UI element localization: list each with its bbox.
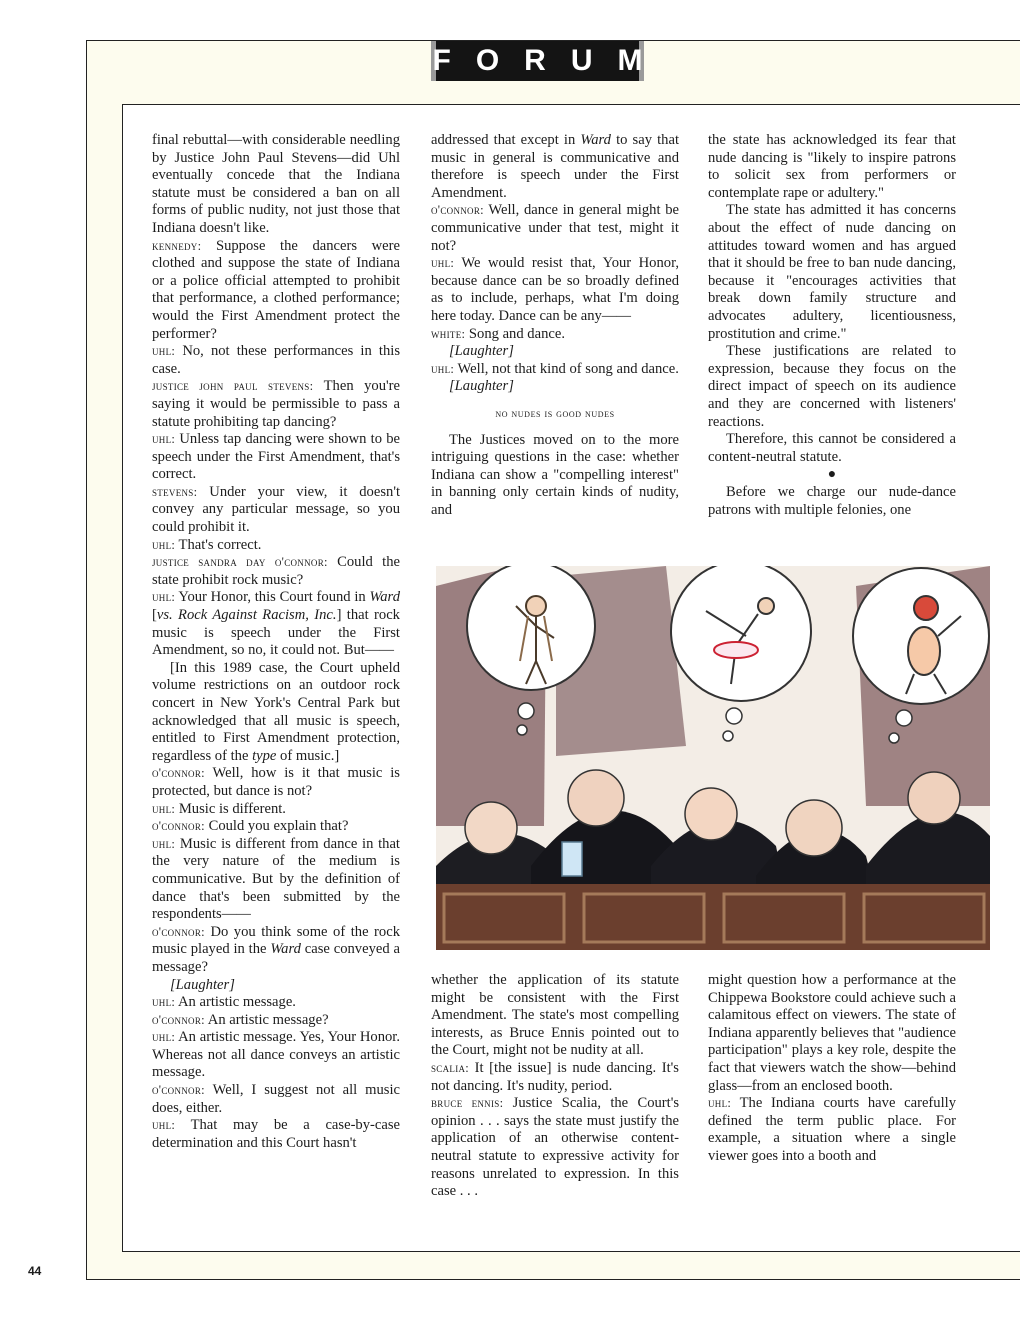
case-name: Ward [580, 132, 611, 148]
dialogue-text: The Indiana courts have carefully defined the term public place. For example, a situation where a single viewer goes into a booth and [708, 1095, 956, 1164]
speaker-label: scalia: [431, 1060, 470, 1075]
dialogue-text: Well, how is it that music is protected, but dance is not? [152, 765, 400, 799]
paragraph: The state has admitted it has concerns about the effect of nude dancing on attitudes toward women and has argued that it should be free to ban nude dancing, because it "encourages activities that break down family structure and advocates adultery, licentiousness, prostitution and crime." [708, 202, 956, 342]
speaker-label: o'connor: [152, 819, 205, 834]
speaker-label: o'connor: [152, 766, 205, 781]
paragraph: might question how a performance at the Chippewa Bookstore could achieve such a calamitous effect on viewers. The state of Indiana apparently believes that "audience participation" plays a key role, despite the fact that viewers watch the show—behind glass—from an enclosed booth. [708, 972, 956, 1094]
forum-masthead [431, 41, 668, 81]
dialogue-text: Do you think some of the rock music played in the [152, 923, 400, 958]
dialogue-line [431, 361, 679, 379]
speaker-label: uhl: [431, 256, 455, 271]
dialogue-text: An artistic message. Yes, Your Honor. Whereas not all dance conveys an artistic message. [152, 1029, 400, 1081]
speaker-label: white: [431, 326, 466, 341]
dialogue-text: addressed that except in [431, 132, 581, 148]
dialogue-text: Under your view, it doesn't convey any particular message, so you could prohibit it. [152, 483, 400, 536]
laughter-text: [Laughter] [170, 976, 235, 993]
speaker-label: o'connor: [431, 203, 484, 218]
dialogue-text: That's correct. [175, 536, 262, 553]
speaker-label: uhl: [708, 1096, 732, 1111]
dialogue-line [152, 1082, 400, 1117]
paragraph: whether the application of its statute might be consistent with the First Amendment. The state's most compelling interests, as Bruce Ennis pointed out to the Court, might not be nudity at all. [431, 972, 679, 1059]
speaker-label: uhl: [152, 836, 176, 851]
dialogue-text: Well, not that kind of song and dance. [454, 360, 679, 377]
paragraph: the state has acknowledged its fear that nude dancing is "likely to inspire patrons to solicit sex from performers or contemplate rape or adultery." [708, 132, 956, 201]
speaker-label: uhl: [152, 995, 176, 1010]
article-column-1 [152, 132, 400, 1152]
dialogue-line [152, 924, 400, 977]
note-text: [In this 1989 case, the Court upheld volume restrictions on an outdoor rock concert in New York's Central Park but acknowledged that all music is speech, entitled to First Amendment protection, regardless of the [152, 659, 400, 764]
dialogue-text: Could the state prohibit rock music? [152, 554, 401, 588]
speaker-label: justice john paul stevens: [152, 379, 314, 394]
speaker-label: o'connor: [152, 1083, 205, 1098]
dialogue-line [431, 202, 679, 255]
dialogue-line [152, 589, 400, 659]
laughter-note [431, 343, 679, 361]
speaker-label: o'connor: [152, 1012, 205, 1027]
dialogue-line [152, 994, 400, 1012]
section-bullet: ● [827, 467, 837, 483]
speaker-label: uhl: [152, 1118, 176, 1133]
dialogue-text: Music is different. [175, 800, 286, 817]
section-subhead: no nudes is good nudes [495, 407, 615, 420]
dialogue-line [152, 1117, 400, 1152]
note-text: of music.] [276, 747, 340, 764]
speaker-label: uhl: [152, 590, 176, 605]
dialogue-line [431, 132, 679, 202]
dialogue-text: Unless tap dancing were shown to be speech under the First Amendment, that's correct. [152, 431, 400, 483]
article-column-3-top [708, 132, 956, 519]
dialogue-text: Well, I suggest not all music does, either. [152, 1082, 400, 1116]
dialogue-line [431, 326, 679, 344]
speaker-label: uhl: [152, 432, 176, 447]
emphasis: type [252, 747, 277, 764]
paragraph: Therefore, this cannot be considered a content-neutral statute. [708, 431, 956, 465]
dialogue-text: It [the issue] is nude dancing. It's not dancing. It's nudity, period. [431, 1059, 679, 1094]
dialogue-line [152, 765, 400, 800]
dialogue-text: An artistic message. [175, 994, 296, 1011]
dialogue-line [152, 238, 400, 344]
dialogue-line [152, 378, 400, 431]
dialogue-text: Then you're saying it would be permissible to pass a statute prohibiting tap dancing? [152, 378, 400, 430]
dialogue-text: Could you explain that? [204, 818, 349, 835]
thought-bubble-trail [889, 733, 899, 743]
thought-bubble-trail [723, 731, 733, 741]
speaker-label: uhl: [431, 361, 455, 376]
article-column-2-top [431, 132, 679, 519]
laughter-note [152, 977, 400, 995]
dialogue-text: An artistic message? [204, 1011, 329, 1028]
article-column-2-bottom [431, 972, 679, 1201]
dialogue-text: Well, dance in general might be communicative under that test, might it not? [431, 202, 679, 254]
dialogue-text: Music is different from dance in that the very nature of the medium is communicative. But by the definition of dance that's been submitted by the respondents—— [152, 835, 400, 923]
dialogue-line [152, 1012, 400, 1030]
dialogue-text: to say that music in general is communicative and therefore is speech under the First Amendment. [431, 132, 680, 201]
speaker-label: bruce ennis: [431, 1096, 504, 1111]
speaker-label: uhl: [152, 344, 176, 359]
laughter-note [431, 378, 679, 396]
dialogue-text: Your Honor, this Court found in [175, 589, 370, 606]
speaker-label: uhl: [152, 801, 176, 816]
page-number: 44 [28, 1264, 42, 1278]
laughter-text: [Laughter] [449, 343, 514, 360]
case-name: Ward [369, 589, 400, 606]
thought-bubble-trail [896, 710, 912, 726]
dialogue-line [152, 1029, 400, 1082]
dialogue-text: case conveyed a message? [152, 941, 400, 975]
speaker-label: stevens: [152, 484, 198, 499]
paragraph: These justifications are related to expression, because they focus on the direct impact of speech on its audience and they are concerned with listeners' reactions. [708, 343, 956, 430]
water-glass [562, 842, 582, 876]
dialogue-text: [ [152, 607, 157, 624]
dialogue-line [152, 343, 400, 378]
paragraph: Before we charge our nude-dance patrons with multiple felonies, one [708, 484, 956, 518]
speaker-label: justice sandra day o'connor: [152, 555, 328, 570]
thought-bubble-trail [518, 703, 534, 719]
speaker-label: kennedy: [152, 238, 202, 253]
dialogue-line [431, 255, 679, 325]
speaker-label: uhl: [152, 537, 176, 552]
dialogue-text: That may be a case-by-case determination and this Court hasn't [152, 1117, 400, 1151]
case-name: Ward [270, 941, 301, 958]
dialogue-line [152, 801, 400, 819]
dialogue-text: ] that rock music is speech under the First Amendment, so no, it could not. But—— [152, 607, 400, 659]
dialogue-line [152, 537, 400, 555]
dialogue-text: We would resist that, Your Honor, because dance can be so broadly defined as to include, perhaps, what I'm doing here today. Dance can be any—— [431, 255, 679, 324]
paragraph: final rebuttal—with considerable needling by Justice John Paul Stevens—did Uhl eventually concede that the Indiana statute must be considered a ban on all forms of public nudity, not just those that Indiana doesn't like. [152, 132, 400, 236]
laughter-text: [Laughter] [449, 378, 514, 395]
dialogue-line [152, 484, 400, 537]
thought-bubble-trail [517, 725, 527, 735]
speaker-label: o'connor: [152, 924, 205, 939]
case-name: vs. Rock Against Racism, Inc. [156, 607, 337, 624]
speaker-label: uhl: [152, 1030, 176, 1045]
dialogue-text: Justice Scalia, the Court's opinion . . . says the state must justify the application of an otherwise content-neutral statute to expressive activity for reasons unrelated to expression. In this case . . . [431, 1095, 680, 1200]
thought-bubble-trail [726, 708, 742, 724]
dialogue-text: Song and dance. [465, 325, 565, 342]
dialogue-text: Suppose the dancers were clothed and suppose the state of Indiana or a police official attempted to prohibit that performance, a clothed performance; would the First Amendment protect the performer? [152, 237, 400, 342]
justices-cartoon-illustration [436, 566, 990, 950]
section-title: FORUM [432, 44, 668, 77]
dialogue-line [431, 1095, 679, 1201]
dialogue-line [152, 836, 400, 924]
paragraph: The Justices moved on to the more intriguing questions in the case: whether Indiana can show a "compelling interest" in banning only certain kinds of nudity, and [431, 431, 679, 518]
dialogue-line [431, 1060, 679, 1095]
dialogue-line [152, 818, 400, 836]
dialogue-line [152, 431, 400, 484]
dialogue-line [152, 554, 400, 589]
editorial-note [152, 660, 400, 766]
article-column-3-bottom [708, 972, 956, 1166]
dialogue-line [708, 1095, 956, 1165]
dialogue-text: No, not these performances in this case. [152, 343, 400, 377]
